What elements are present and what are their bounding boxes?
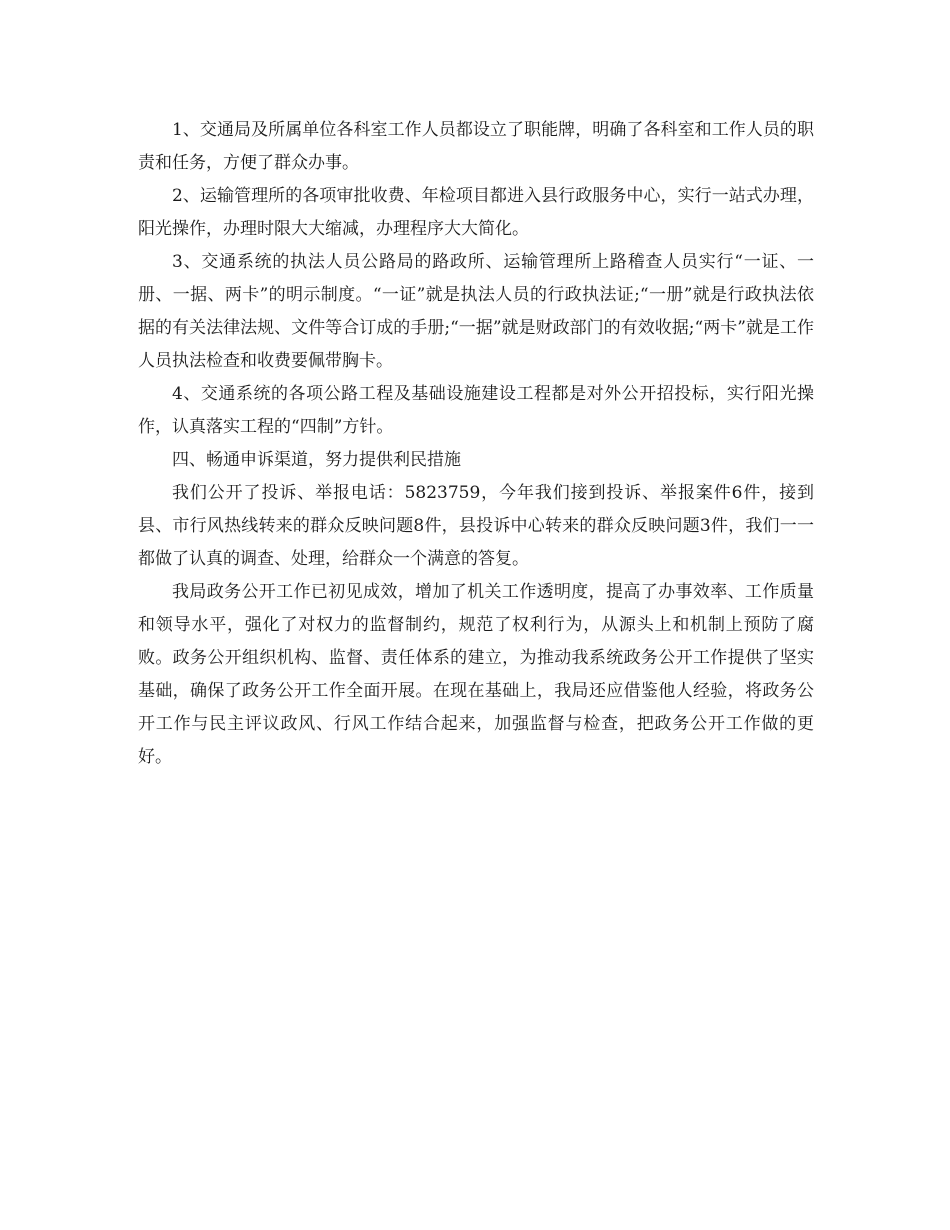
paragraph-complaints: 我们公开了投诉、举报电话：5823759，今年我们接到投诉、举报案件6件，接到县、市行风热线转来的群众反映问题8件，县投诉中心转来的群众反映问题3件，我们一一都做了认真的调查、处理，给群众一个满意的答复。 (138, 483, 814, 569)
paragraph-item-1: 1、交通局及所属单位各科室工作人员都设立了职能牌，明确了各科室和工作人员的职责和任务，方便了群众办事。 (138, 120, 814, 173)
section-heading: 四、畅通申诉渠道，努力提供利民措施 (172, 450, 461, 470)
paragraph-conclusion: 我局政务公开工作已初见成效，增加了机关工作透明度，提高了办事效率、工作质量和领导水平，强化了对权力的监督制约，规范了权利行为，从源头上和机制上预防了腐败。政务公开组织机构、监督、责任体系的建立，为推动我系统政务公开工作提供了坚实基础，确保了政务公开工作全面开展。在现在基础上，我局还应借鉴他人经验，将政务公开工作与民主评议政风、行风工作结合起来，加强监督与检查，把政务公开工作做的更好。 (138, 582, 814, 767)
paragraph-item-4: 4、交通系统的各项公路工程及基础设施建设工程都是对外公开招投标，实行阳光操作，认真落实工程的“四制”方针。 (138, 384, 814, 437)
paragraph-item-3: 3、交通系统的执法人员公路局的路政所、运输管理所上路稽查人员实行“一证、一册、一据、两卡”的明示制度。“一证”就是执法人员的行政执法证;“一册”就是行政执法依据的有关法律法规、文件等合订成的手册;“一据”就是财政部门的有效收据;“两卡”就是工作人员执法检查和收费要佩带胸卡。 (138, 252, 814, 371)
paragraph-item-2: 2、运输管理所的各项审批收费、年检项目都进入县行政服务中心，实行一站式办理，阳光操作，办理时限大大缩减，办理程序大大简化。 (138, 186, 814, 239)
document-body (138, 114, 814, 774)
